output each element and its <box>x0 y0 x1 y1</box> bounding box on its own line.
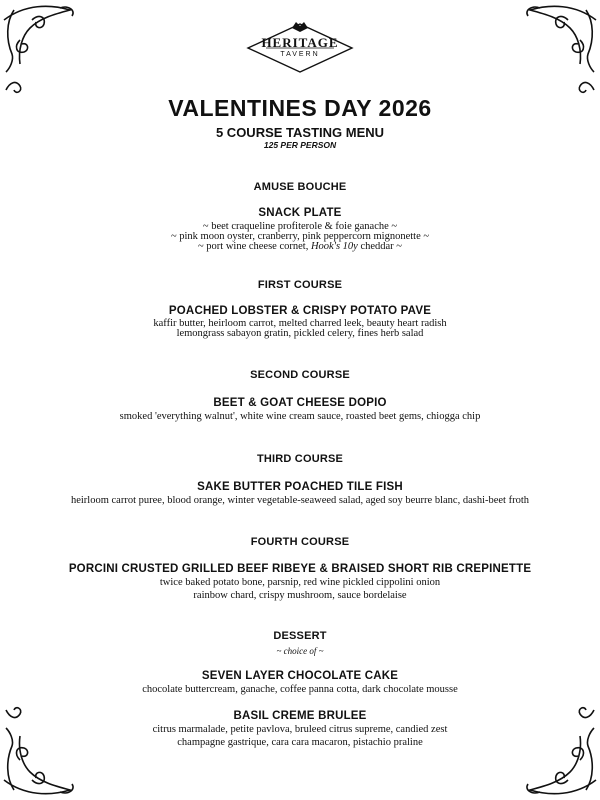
menu-price: 125 PER PERSON <box>263 140 337 150</box>
dessert-choice-note: ~ choice of ~ <box>276 646 324 656</box>
dish-description: heirloom carrot puree, blood orange, winter vegetable-seaweed salad, aged soy beurre blanc, dashi-beet froth <box>70 495 530 506</box>
dish-description: rainbow chard, crispy mushroom, sauce bordelaise <box>193 590 407 601</box>
dish-creme-brulee: BASIL CREME BRULEE <box>233 710 367 722</box>
dish-description: citrus marmalade, petite pavlova, bruleed citrus supreme, candied zest <box>152 724 448 735</box>
dish-description: ~ beet craqueline profiterole & foie ganache ~ <box>202 221 398 232</box>
dish-description: lemongrass sabayon gratin, pickled celery, fines herb salad <box>176 328 424 339</box>
course-heading-amuse: AMUSE BOUCHE <box>253 181 347 193</box>
dish-beet-goat-cheese: BEET & GOAT CHEESE DOPIO <box>213 397 387 409</box>
course-heading-fourth: FOURTH COURSE <box>250 536 350 548</box>
course-heading-third: THIRD COURSE <box>256 453 344 465</box>
course-heading-first: FIRST COURSE <box>257 279 343 291</box>
corner-flourish-top-left <box>0 0 110 110</box>
course-heading-second: SECOND COURSE <box>250 369 350 381</box>
dish-description: smoked 'everything walnut', white wine cream sauce, roasted beet gems, chiogga chip <box>119 411 481 422</box>
corner-flourish-top-right <box>490 0 600 110</box>
logo-subname: TAVERN <box>280 51 320 58</box>
menu-subtitle: 5 COURSE TASTING MENU <box>215 125 385 140</box>
dish-description: ~ pink moon oyster, cranberry, pink peppercorn mignonette ~ <box>170 231 430 242</box>
page-title: VALENTINES DAY 2026 <box>168 95 432 121</box>
dish-chocolate-cake: SEVEN LAYER CHOCOLATE CAKE <box>201 670 399 682</box>
dish-description: champagne gastrique, cara cara macaron, pistachio praline <box>177 737 423 748</box>
dish-lobster: POACHED LOBSTER & CRISPY POTATO PAVE <box>168 305 432 317</box>
dish-tile-fish: SAKE BUTTER POACHED TILE FISH <box>197 481 403 493</box>
dish-description: ~ port wine cheese cornet, Hook's 10y cheddar ~ <box>197 241 402 252</box>
dish-ribeye: PORCINI CRUSTED GRILLED BEEF RIBEYE & BRAISED SHORT RIB CREPINETTE <box>68 563 532 575</box>
heritage-tavern-logo <box>244 18 356 76</box>
dish-snack-plate: SNACK PLATE <box>258 207 342 219</box>
course-heading-dessert: DESSERT <box>273 630 327 642</box>
dish-description: chocolate buttercream, ganache, coffee panna cotta, dark chocolate mousse <box>142 684 458 695</box>
dish-description: twice baked potato bone, parsnip, red wine pickled cippolini onion <box>159 577 441 588</box>
logo-name: HERITAGE <box>261 35 339 50</box>
dish-description: kaffir butter, heirloom carrot, melted charred leek, beauty heart radish <box>153 318 447 329</box>
